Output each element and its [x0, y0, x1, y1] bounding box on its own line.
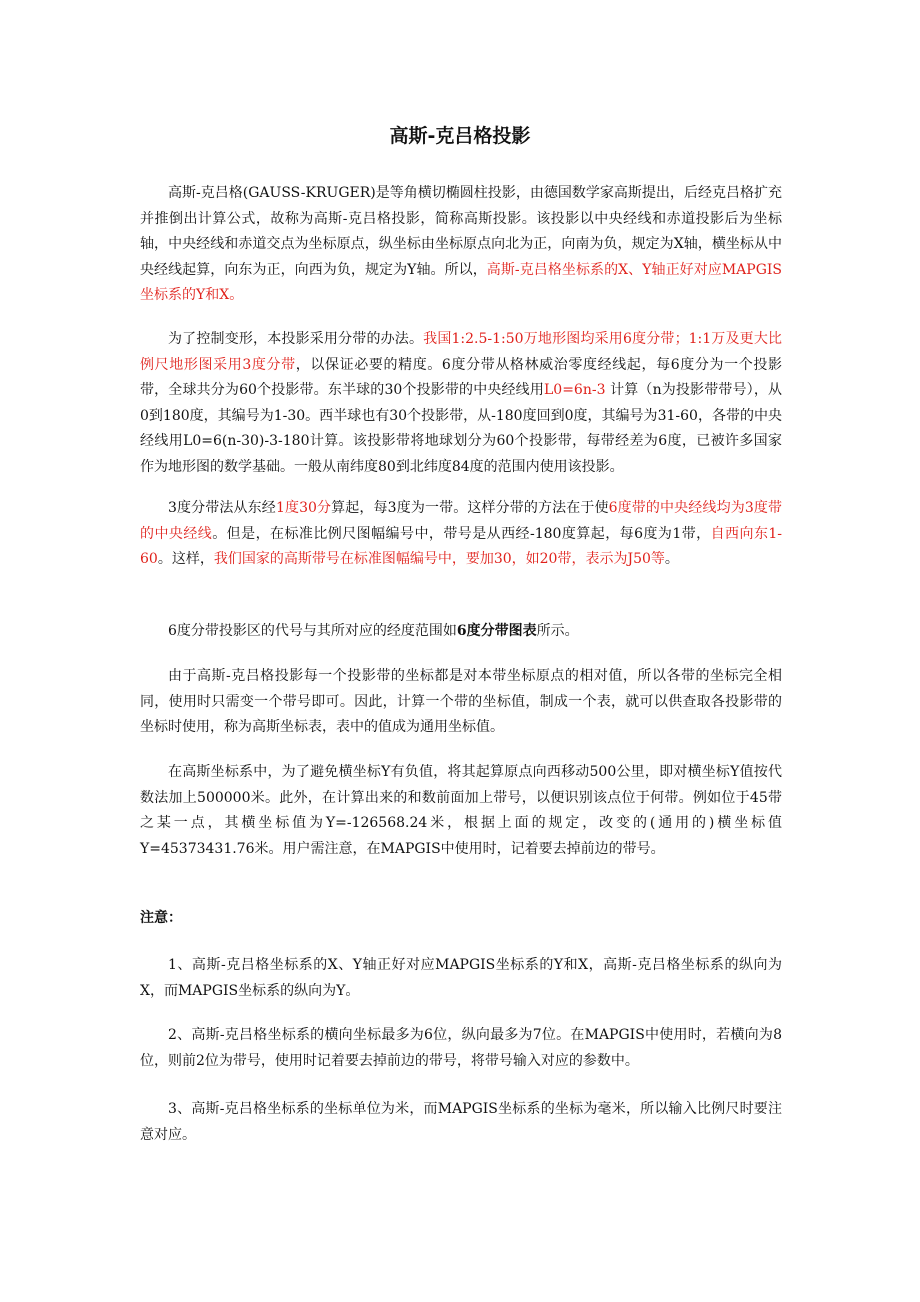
three-degree-highlight-1: 1度30分 — [275, 500, 332, 516]
zoning-text-b: ，以保证必要的精度。6度分带从格林威治零度经线起，每6度分为一个投影带，全球共分为60个投影带。东半球的30个投影带的中央经线用 — [140, 356, 782, 398]
table-ref-bold: 6度分带图表 — [456, 623, 537, 639]
table-ref-text-a: 6度分带投影区的代号与其所对应的经度范围如 — [168, 623, 457, 639]
zoning-text-a: 为了控制变形，本投影采用分带的办法。 — [168, 331, 424, 347]
note-item-3: 3、高斯-克吕格坐标系的坐标单位为米，而MAPGIS坐标系的坐标为毫米，所以输入比例尺时要注意对应。 — [140, 1101, 782, 1143]
paragraph-intro — [140, 181, 782, 309]
three-degree-text-b: 算起，每3度为一带。这样分带的方法在于使 — [331, 500, 609, 516]
note-item-2: 2、高斯-克吕格坐标系的横向坐标最多为6位，纵向最多为7位。在MAPGIS中使用时，若横向为8位，则前2位为带号，使用时记着要去掉前边的带号，将带号输入对应的参数中。 — [140, 1027, 782, 1069]
three-degree-text-a: 3度分带法从东经 — [168, 500, 276, 516]
paragraph-table-ref — [140, 619, 782, 645]
three-degree-text-c: 。但是，在标准比例尺图幅编号中，带号是从西经-180度算起，每6度为1带， — [212, 525, 711, 542]
note-item-1: 1、高斯-克吕格坐标系的X、Y轴正好对应MAPGIS坐标系的Y和X，高斯-克吕格坐标系的纵向为X，而MAPGIS坐标系的纵向为Y。 — [140, 957, 782, 999]
three-degree-text-d: 。这样， — [157, 551, 214, 567]
zoning-formula-highlight: L0=6n-3 — [544, 382, 606, 398]
three-degree-highlight-2: 6度带的中央经线均为3度带的中央经线 — [140, 500, 782, 542]
zoning-highlight-1: 我国1:2.5-1:50万地形图均采用6度分带；1:1万及更大比例尺地形图采用3度分带 — [140, 331, 783, 373]
document-title: 高斯-克吕格投影 — [389, 125, 531, 147]
three-degree-highlight-4: 我们国家的高斯带号在标准图幅编号中，要加30，如20带，表示为J50等 — [213, 551, 665, 567]
notes-heading: 注意： — [140, 910, 182, 926]
three-degree-highlight-3: 自西向东1-60 — [140, 525, 783, 567]
intro-text: 高斯-克吕格(GAUSS-KRUGER)是等角横切椭圆柱投影，由德国数学家高斯提出，后经克吕格扩充并推倒出计算公式，故称为高斯-克吕格投影，简称高斯投影。该投影以中央经线和赤道投影后为坐标轴，中央经线和赤道交点为坐标原点，纵坐标由坐标原点向北为正，向南为负，规定为X轴，横坐标从中央经线起算，向东为正，向西为负，规定为Y轴。所以， — [140, 185, 782, 278]
paragraph-false-easting: 在高斯坐标系中，为了避免横坐标Y有负值，将其起算原点向西移动500公里，即对横坐标Y值按代数法加上500000米。此外，在计算出来的和数前面加上带号，以便识别该点位于何带。例如位于45带之某一点，其横坐标值为Y=-126568.24米，根据上面的规定，改变的(通用的)横坐标值Y=45373431.76米。用户需注意，在MAPGIS中使用时，记着要去掉前边的带号。 — [140, 764, 782, 857]
paragraph-3-degree — [140, 496, 782, 573]
zoning-text-c: 计算（n为投影带带号），从0到180度，其编号为1-30。西半球也有30个投影带，从-180度回到0度，其编号为31-60，各带的中央经线用L0=6(n-30)-3-180计算。该投影带将地球划分为60个投影带，每带经差为6度，已被许多国家作为地形图的数学基础。一般从南纬度80到北纬度84度的范围内使用该投影。 — [140, 382, 782, 475]
intro-highlight: 高斯-克吕格坐标系的X、Y轴正好对应MAPGIS坐标系的Y和X。 — [140, 261, 782, 303]
paragraph-coordinate-table: 由于高斯-克吕格投影每一个投影带的坐标都是对本带坐标原点的相对值，所以各带的坐标完全相同，使用时只需变一个带号即可。因此，计算一个带的坐标值，制成一个表，就可以供查取各投影带的坐标时使用，称为高斯坐标表，表中的值成为通用坐标值。 — [140, 668, 782, 735]
three-degree-text-e: 。 — [664, 551, 679, 567]
paragraph-zoning — [140, 327, 782, 480]
table-ref-text-b: 所示。 — [536, 623, 579, 639]
